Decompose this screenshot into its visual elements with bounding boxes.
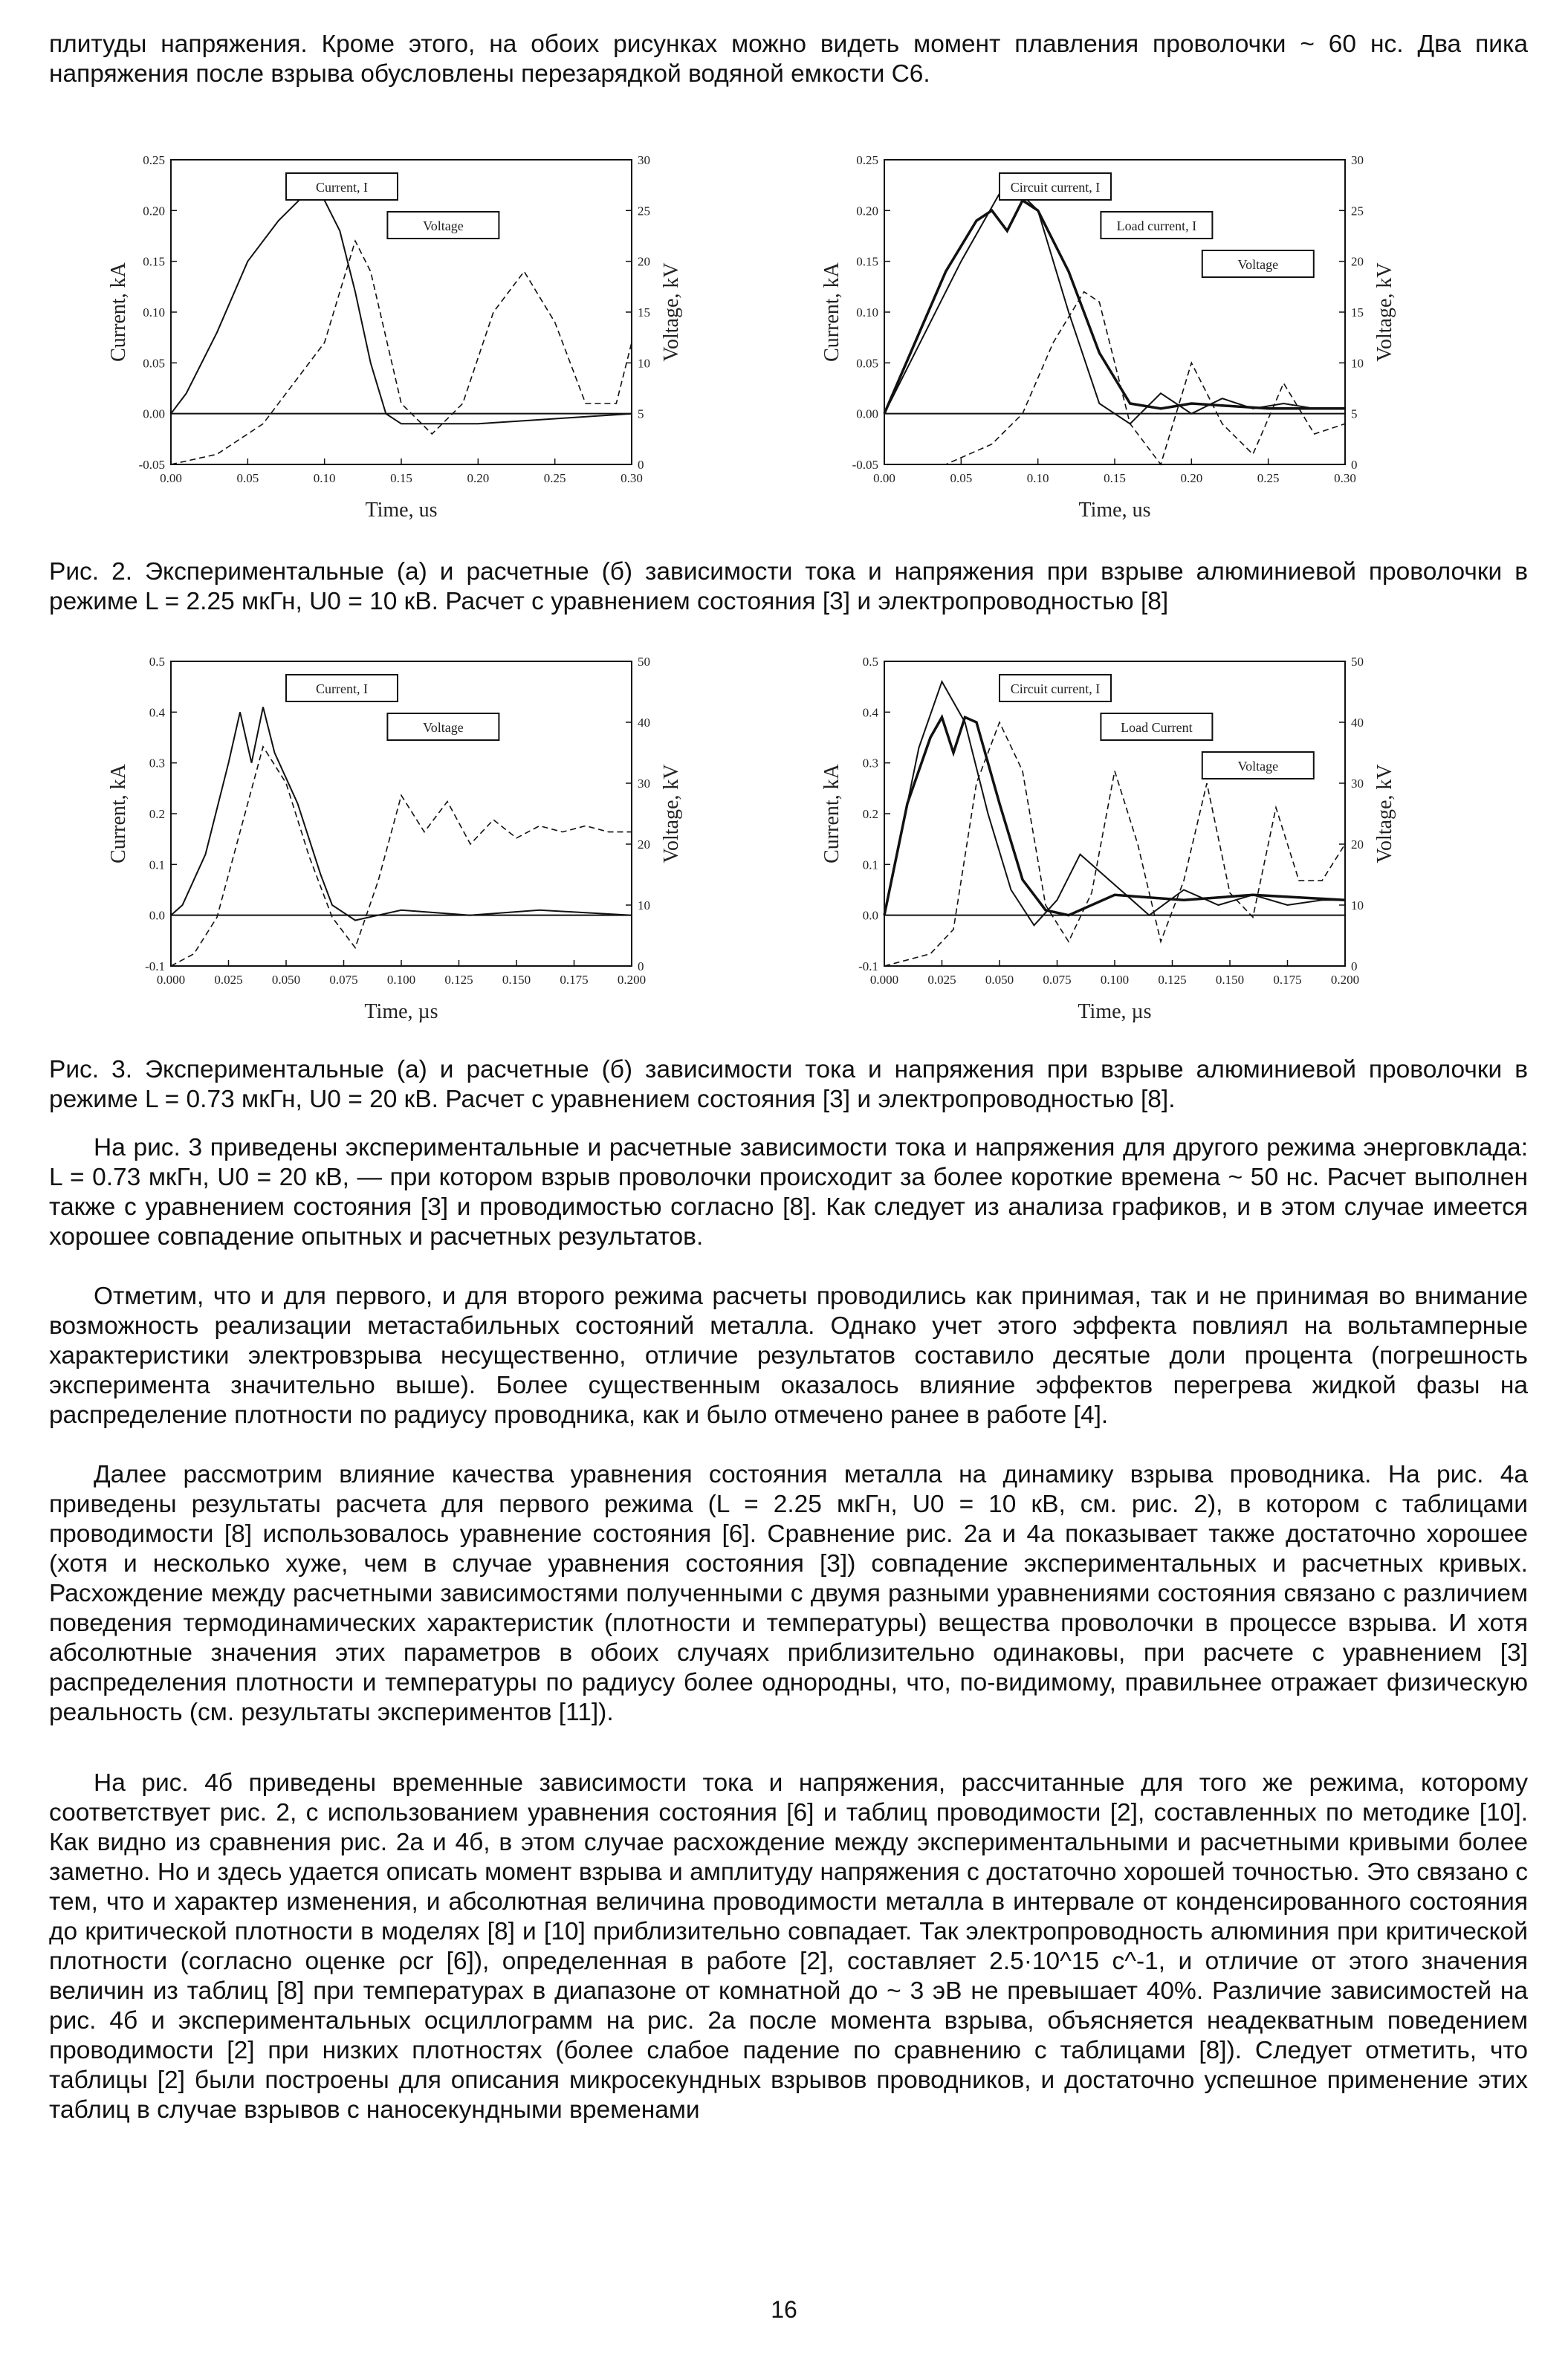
y-tick-label: 0.15 [143,254,165,269]
x-tick-label: 0.15 [390,471,412,485]
legend-label: Voltage [1237,759,1279,774]
paragraph-4: На рис. 4б приведены временные зависимости тока и напряжения, рассчитанные для того же режима, которому соответствует рис. 2, с использованием уравнения состояния [6] и таблиц проводимости [2], составленных по методике [10]. Как видно из сравнения рис. 2а и 4б, в этом случае расхождение между экспериментальными и расчетными кривыми более заметно. Но и здесь удается описать момент взрыва и амплитуду напряжения с достаточно хорошей точностью. Это связано с тем, что и характер изменения, и абсолютная величина проводимости металла в интервале от конденсированного состояния до критической плотности в моделях [8] и [10] приблизительно совпадает. Так электропроводность алюминия при критической плотности (согласно оценке ρcr [6]), определенная в работе [2], составляет 2.5·10^15 c^-1, и отличие от этого значения величин из таблиц [8] при температурах в диапазоне от комнатной до ~ 3 эВ не превышает 40%. Различие зависимостей на рис. 4б и экспериментальных осциллограмм на рис. 2а после момента взрыва, объясняется неадекватным поведением проводимости [2] при низких плотностях (более слабое падение по сравнению с таблицами [8]). Следует отметить, что таблицы [2] были построены для описания микросекундных взрывов проводников, и достаточно успешное применение этих таблиц в случае взрывов с наносекундными временами [49,1769,1528,2124]
x-tick-label: 0.10 [313,471,336,485]
intro-paragraph: плитуды напряжения. Кроме этого, на обоих рисунках можно видеть момент плавления проволочки ~ 60 нс. Два пика напряжения после взрыва обусловлены перезарядкой водяной емкости C6. [49,30,1528,88]
y2-tick-label: 10 [638,356,650,371]
x-tick-label: 0.20 [467,471,490,485]
legend-item [1000,675,1111,701]
legend-label: Voltage [423,218,464,233]
legend-item [1202,250,1314,277]
page-number: 16 [771,2296,797,2323]
figure-2b-chart [803,152,1442,546]
x-tick-label: 0.125 [1158,973,1187,987]
y2-axis-label: Voltage, kV [1373,764,1396,863]
y-tick-label: 0.3 [862,756,878,771]
x-tick-label: 0.150 [502,973,531,987]
y-tick-label: 0.1 [149,858,165,872]
x-tick-label: 0.25 [1257,471,1280,485]
y2-tick-label: 0 [638,959,644,973]
y2-axis-label: Voltage, kV [660,764,683,863]
y2-tick-label: 25 [638,204,650,218]
y-tick-label: 0.2 [862,807,878,821]
y2-tick-label: 5 [638,406,644,421]
y-tick-label: -0.05 [138,458,165,472]
x-tick-label: 0.200 [617,973,647,987]
y-tick-label: 0.3 [149,756,165,771]
legend-item [387,212,499,239]
y2-tick-label: 20 [638,254,650,269]
y-tick-label: 0.10 [856,305,878,320]
y-axis-label: Current, kA [820,764,843,863]
legend-item [1101,212,1212,239]
y-tick-label: 0.00 [143,406,165,421]
y-tick-label: -0.05 [852,458,878,472]
x-tick-label: 0.30 [621,471,643,485]
y-tick-label: 0.10 [143,305,165,320]
x-tick-label: 0.000 [869,973,899,987]
y2-tick-label: 50 [638,655,650,669]
y-tick-label: 0.1 [862,858,878,872]
y2-tick-label: 30 [1351,153,1364,167]
x-tick-label: 0.075 [1043,973,1072,987]
y-tick-label: 0.0 [149,908,165,923]
series-line-voltage [171,747,632,966]
x-axis-label: Time, µs [1078,1000,1152,1023]
legend-label: Current, I [316,681,368,696]
x-tick-label: 0.100 [1100,973,1130,987]
x-axis-label: Time, us [1078,499,1151,522]
y-tick-label: -0.1 [145,959,165,973]
y-axis-label: Current, kA [107,764,130,863]
y2-axis-label: Voltage, kV [660,262,683,362]
y-tick-label: 0.4 [149,705,165,720]
x-tick-label: 0.075 [329,973,358,987]
y-axis-label: Current, kA [820,262,843,362]
y-tick-label: 0.2 [149,807,165,821]
y-tick-label: 0.0 [862,908,878,923]
legend-label: Current, I [316,180,368,195]
x-tick-label: 0.150 [1215,973,1245,987]
y2-tick-label: 25 [1351,204,1364,218]
legend-item [286,173,398,200]
y2-tick-label: 20 [638,837,650,852]
plot-frame [884,160,1345,464]
y2-axis-label: Voltage, kV [1373,262,1396,362]
y2-tick-label: 15 [638,305,650,320]
legend-label: Circuit current, I [1010,681,1101,696]
y-tick-label: 0.20 [856,204,878,218]
x-tick-label: 0.100 [386,973,416,987]
y-tick-label: 0.25 [143,153,165,167]
x-tick-label: 0.125 [444,973,473,987]
legend-item [286,675,398,701]
figure-3a-chart [89,654,728,1048]
y-tick-label: 0.25 [856,153,878,167]
x-tick-label: 0.00 [160,471,182,485]
x-tick-label: 0.200 [1330,973,1360,987]
legend-label: Voltage [1237,257,1279,272]
legend-item [1000,173,1111,200]
y2-tick-label: 20 [1351,254,1364,269]
legend-item [1202,752,1314,779]
y2-tick-label: 0 [1351,458,1358,472]
y-tick-label: 0.15 [856,254,878,269]
y2-tick-label: 0 [1351,959,1358,973]
x-tick-label: 0.050 [985,973,1014,987]
y2-tick-label: 10 [1351,356,1364,371]
paragraph-2: Отметим, что и для первого, и для второго режима расчеты проводились как принимая, так и не принимая во внимание возможность реализации метастабильных состояний металла. Однако учет этого эффекта повлиял на вольтамперные характеристики электровзрыва несущественно, отличие результатов составило десятые доли процента (погрешность эксперимента значительно выше). Более существенным оказалось влияние эффектов перегрева жидкой фазы на распределение плотности по радиусу проводника, как и было отмечено ранее в работе [4]. [49,1283,1528,1429]
y2-tick-label: 20 [1351,837,1364,852]
x-tick-label: 0.025 [214,973,243,987]
y-tick-label: 0.05 [143,356,165,371]
y-tick-label: -0.1 [858,959,878,973]
y2-tick-label: 30 [638,777,650,791]
legend-label: Load Current [1121,720,1193,735]
legend-item [387,713,499,740]
legend-label: Voltage [423,720,464,735]
figure-2a-chart [89,152,728,546]
x-axis-label: Time, us [365,499,438,522]
x-tick-label: 0.050 [271,973,301,987]
y-tick-label: 0.5 [862,655,878,669]
x-tick-label: 0.05 [950,471,973,485]
figure-3b-chart [803,654,1442,1048]
y2-tick-label: 50 [1351,655,1364,669]
x-tick-label: 0.000 [156,973,186,987]
y-tick-label: 0.05 [856,356,878,371]
y2-tick-label: 0 [638,458,644,472]
figure-3-caption: Рис. 3. Экспериментальные (а) и расчетные (б) зависимости тока и напряжения при взрыве алюминиевой проволочки в режиме L = 0.73 мкГн, U0 = 20 кВ. Расчет с уравнением состояния [3] и электропроводностью [8]. [49,1056,1528,1113]
series-line-voltage [171,241,632,464]
y-tick-label: 0.00 [856,406,878,421]
x-tick-label: 0.175 [560,973,589,987]
y2-tick-label: 15 [1351,305,1364,320]
figure-2-caption: Рис. 2. Экспериментальные (а) и расчетные (б) зависимости тока и напряжения при взрыве алюминиевой проволочки в режиме L = 2.25 мкГн, U0 = 10 кВ. Расчет с уравнением состояния [3] и электропроводностью [8] [49,558,1528,615]
y2-tick-label: 30 [1351,777,1364,791]
x-tick-label: 0.15 [1104,471,1126,485]
y2-tick-label: 30 [638,153,650,167]
legend-label: Load current, I [1116,218,1197,233]
x-tick-label: 0.30 [1334,471,1356,485]
plot-frame [171,661,632,966]
y2-tick-label: 40 [1351,716,1364,730]
paragraph-1: На рис. 3 приведены экспериментальные и расчетные зависимости тока и напряжения для другого режима энерговклада: L = 0.73 мкГн, U0 = 20 кВ, — при котором взрыв проволочки происходит за более короткие времена ~ 50 нс. Расчет выполнен также с уравнением состояния [3] и проводимостью согласно [8]. Как следует из анализа графиков, и в этом случае имеется хорошее совпадение опытных и расчетных результатов. [49,1134,1528,1251]
y-tick-label: 0.4 [862,705,878,720]
x-axis-label: Time, µs [364,1000,438,1023]
y-tick-label: 0.5 [149,655,165,669]
x-tick-label: 0.00 [873,471,895,485]
x-tick-label: 0.25 [543,471,566,485]
legend-label: Circuit current, I [1010,180,1101,195]
y2-tick-label: 10 [1351,898,1364,913]
y-axis-label: Current, kA [107,262,130,362]
legend-item [1101,713,1212,740]
paragraph-3: Далее рассмотрим влияние качества уравнения состояния металла на динамику взрыва проводника. На рис. 4а приведены результаты расчета для первого режима (L = 2.25 мкГн, U0 = 10 кВ, см. рис. 2), в котором с таблицами проводимости [8] использовалось уравнение состояния [6]. Сравнение рис. 2а и 4а показывает также достаточно хорошее (хотя и несколько хуже, чем в случае уравнения состояния [3]) совпадение экспериментальных и расчетных кривых. Расхождение между расчетными зависимостями полученными с двумя разными уравнениями состояния связано с различием поведения термодинамических характеристик (плотности и температуры) вещества проволочки в процессе взрыва. И хотя абсолютные значения этих параметров в обоих случаях приблизительно одинаковы, при расчете с уравнением [3] распределения плотности и температуры по радиусу более однородны, что, по-видимому, правильнее отражает физическую реальность (см. результаты экспериментов [11]). [49,1461,1528,1726]
y2-tick-label: 40 [638,716,650,730]
y-tick-label: 0.20 [143,204,165,218]
x-tick-label: 0.025 [927,973,956,987]
y2-tick-label: 5 [1351,406,1358,421]
x-tick-label: 0.10 [1026,471,1049,485]
x-tick-label: 0.05 [236,471,259,485]
x-tick-label: 0.175 [1273,973,1302,987]
plot-frame [884,661,1345,966]
y2-tick-label: 10 [638,898,650,913]
x-tick-label: 0.20 [1180,471,1203,485]
